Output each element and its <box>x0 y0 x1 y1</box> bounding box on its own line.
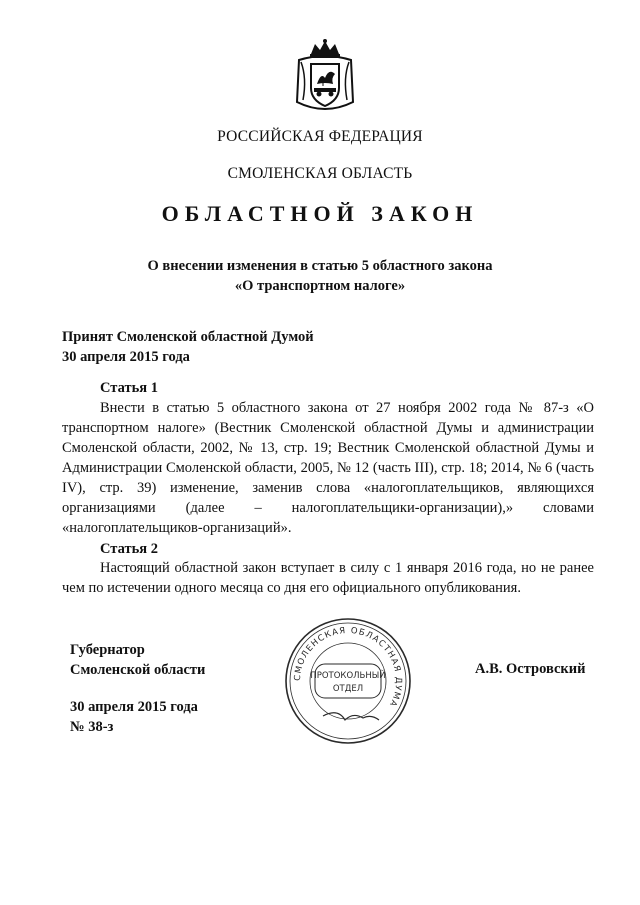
signing-date: 30 апреля 2015 года <box>70 699 198 715</box>
article-2-heading: Статья 2 <box>100 541 158 557</box>
official-seal <box>283 616 413 746</box>
seal-center-line-1: ПРОТОКОЛЬНЫЙ <box>310 671 386 681</box>
country-header: РОССИЙСКАЯ ФЕДЕРАЦИЯ <box>217 128 423 145</box>
law-subtitle <box>0 256 640 296</box>
subtitle-line-2: «О транспортном налоге» <box>234 278 406 294</box>
document-type-title: ОБЛАСТНОЙ ЗАКОН <box>161 201 479 226</box>
governor-name: А.В. Островский <box>475 661 586 677</box>
adopted-by: Принят Смоленской областной Думой <box>62 329 314 345</box>
law-number: № 38-з <box>70 719 114 735</box>
governor-title <box>70 640 205 680</box>
region-header: СМОЛЕНСКАЯ ОБЛАСТЬ <box>227 165 413 182</box>
seal-center-line-2: ОТДЕЛ <box>332 684 364 694</box>
subtitle-line-1: О внесении изменения в статью 5 областного закона <box>147 258 493 274</box>
seal-outer-text: СМОЛЕНСКАЯ ОБЛАСТНАЯ ДУМА <box>292 625 404 709</box>
governor-title-line-2: Смоленской области <box>70 662 206 678</box>
article-1-text: Внести в статью 5 областного закона от 27 ноября 2002 года № 87-з «О транспортном налоге» (Вестник Смоленской областной Думы и администрации Смоленской области, 2002, № 13, стр. 19; Вестник Смоленской областной Думы и Администрации Смоленской области, 2005, № 12 (часть III), стр. 18; 2014, № 6 (часть IV), стр. 39) изменение, заменив слова «налогоплательщиков, являющихся организациями (далее – налогоплательщики-организации),» словами «налогоплательщиков-организаций». <box>62 400 594 536</box>
coat-of-arms-emblem <box>293 38 357 116</box>
adoption-block <box>62 327 314 367</box>
adopted-date: 30 апреля 2015 года <box>62 349 190 365</box>
governor-title-line-1: Губернатор <box>70 642 145 658</box>
signing-block <box>70 697 198 737</box>
article-2-text: Настоящий областной закон вступает в силу с 1 января 2016 года, но не ранее чем по истечении одного месяца со дня его официального опубликования. <box>62 560 594 596</box>
svg-text:СМОЛЕНСКАЯ ОБЛАСТНАЯ ДУМА <box>293 626 403 709</box>
article-1-heading: Статья 1 <box>100 380 158 396</box>
